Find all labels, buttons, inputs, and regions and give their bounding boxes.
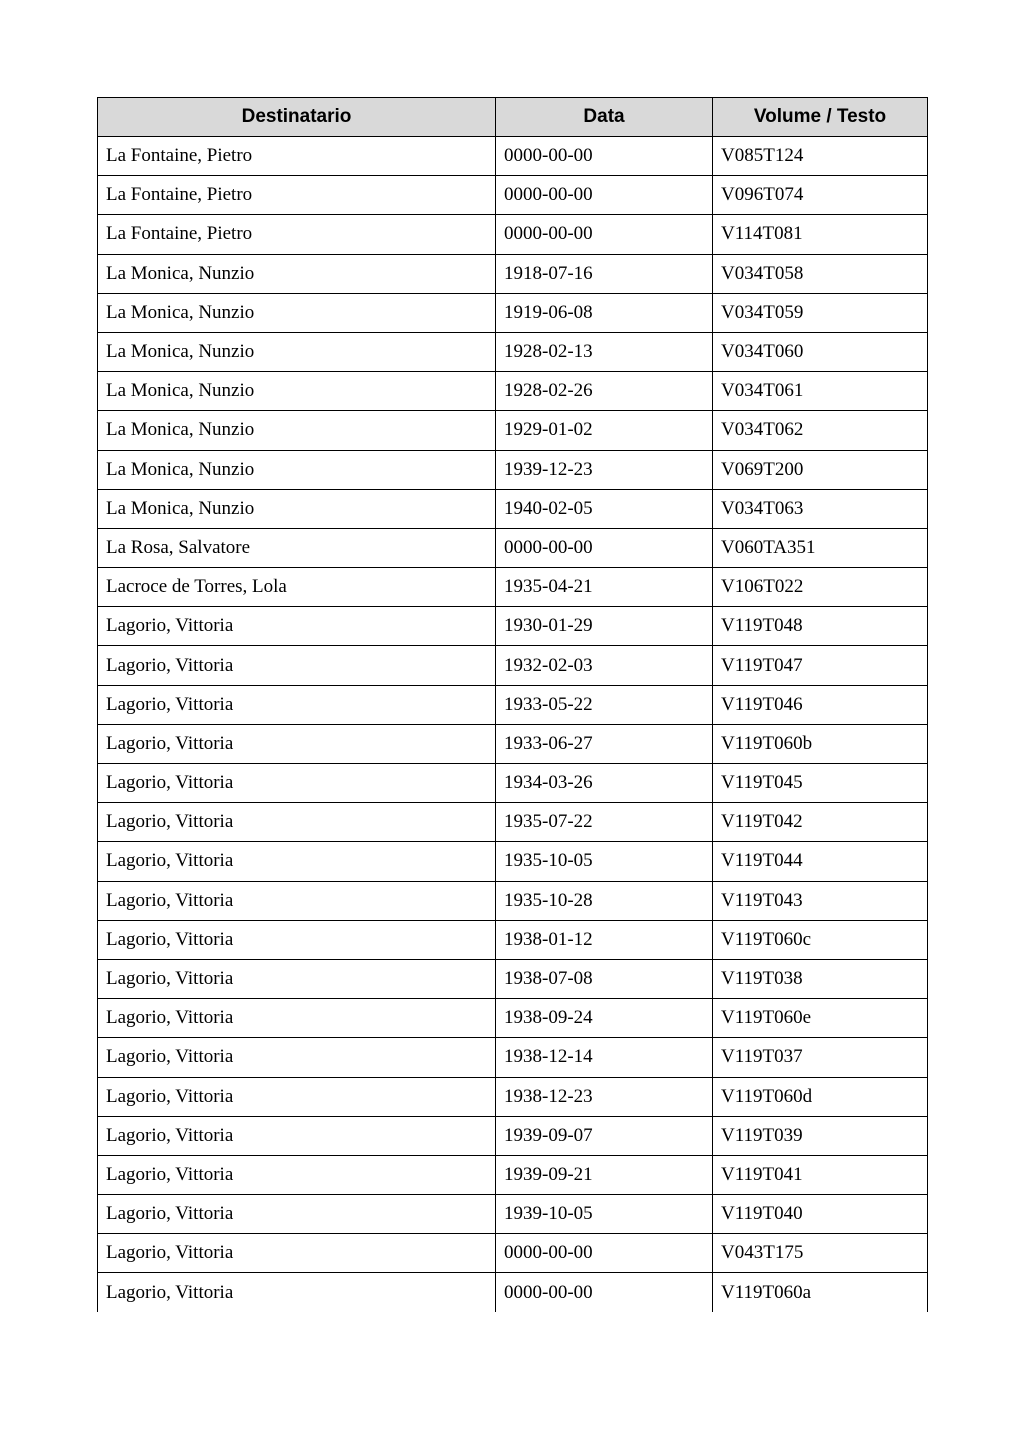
- cell-data: 1928-02-13: [496, 332, 713, 371]
- table-row: [98, 607, 928, 646]
- cell-data: 1929-01-02: [496, 411, 713, 450]
- cell-volume-testo: V034T061: [713, 372, 928, 411]
- cell-destinatario: Lagorio, Vittoria: [98, 646, 496, 685]
- cell-data: 1935-10-05: [496, 842, 713, 881]
- header-data: Data: [496, 98, 713, 137]
- table-row: [98, 764, 928, 803]
- table-row: [98, 999, 928, 1038]
- table-row: [98, 1077, 928, 1116]
- cell-volume-testo: V119T044: [713, 842, 928, 881]
- cell-destinatario: La Monica, Nunzio: [98, 293, 496, 332]
- cell-destinatario: Lagorio, Vittoria: [98, 881, 496, 920]
- cell-volume-testo: V096T074: [713, 176, 928, 215]
- cell-destinatario: La Monica, Nunzio: [98, 372, 496, 411]
- table-row: [98, 1273, 928, 1312]
- cell-data: 1938-01-12: [496, 920, 713, 959]
- cell-volume-testo: V119T047: [713, 646, 928, 685]
- cell-destinatario: Lagorio, Vittoria: [98, 1234, 496, 1273]
- cell-data: 1933-06-27: [496, 724, 713, 763]
- cell-data: 1939-10-05: [496, 1195, 713, 1234]
- table-row: [98, 1116, 928, 1155]
- letters-table: [97, 97, 928, 1312]
- cell-destinatario: Lagorio, Vittoria: [98, 842, 496, 881]
- header-volume-testo: Volume / Testo: [713, 98, 928, 137]
- cell-data: 1930-01-29: [496, 607, 713, 646]
- cell-data: 1938-12-23: [496, 1077, 713, 1116]
- cell-volume-testo: V119T037: [713, 1038, 928, 1077]
- table-row: [98, 176, 928, 215]
- cell-data: 1939-09-21: [496, 1155, 713, 1194]
- cell-volume-testo: V060TA351: [713, 528, 928, 567]
- cell-destinatario: La Monica, Nunzio: [98, 254, 496, 293]
- table-row: [98, 724, 928, 763]
- table-row: [98, 1234, 928, 1273]
- cell-data: 1939-12-23: [496, 450, 713, 489]
- table-row: [98, 450, 928, 489]
- cell-data: 1938-12-14: [496, 1038, 713, 1077]
- table-row: [98, 881, 928, 920]
- cell-volume-testo: V119T046: [713, 685, 928, 724]
- cell-volume-testo: V069T200: [713, 450, 928, 489]
- cell-volume-testo: V119T060c: [713, 920, 928, 959]
- cell-volume-testo: V119T039: [713, 1116, 928, 1155]
- table-row: [98, 137, 928, 176]
- cell-volume-testo: V106T022: [713, 568, 928, 607]
- cell-volume-testo: V034T063: [713, 489, 928, 528]
- table-row: [98, 685, 928, 724]
- cell-destinatario: Lagorio, Vittoria: [98, 959, 496, 998]
- cell-data: 0000-00-00: [496, 528, 713, 567]
- cell-data: 1918-07-16: [496, 254, 713, 293]
- table-row: [98, 489, 928, 528]
- table-row: [98, 568, 928, 607]
- table-row: [98, 842, 928, 881]
- table-row: [98, 372, 928, 411]
- cell-destinatario: Lagorio, Vittoria: [98, 1038, 496, 1077]
- table-row: [98, 959, 928, 998]
- table-row: [98, 646, 928, 685]
- table-row: [98, 215, 928, 254]
- table-row: [98, 920, 928, 959]
- cell-data: 1935-04-21: [496, 568, 713, 607]
- cell-data: 0000-00-00: [496, 215, 713, 254]
- cell-volume-testo: V034T058: [713, 254, 928, 293]
- cell-volume-testo: V114T081: [713, 215, 928, 254]
- cell-data: 0000-00-00: [496, 176, 713, 215]
- cell-destinatario: Lagorio, Vittoria: [98, 724, 496, 763]
- table-row: [98, 1195, 928, 1234]
- cell-volume-testo: V119T045: [713, 764, 928, 803]
- cell-data: 0000-00-00: [496, 1273, 713, 1312]
- cell-volume-testo: V119T060e: [713, 999, 928, 1038]
- cell-volume-testo: V119T038: [713, 959, 928, 998]
- cell-volume-testo: V034T059: [713, 293, 928, 332]
- cell-data: 1938-07-08: [496, 959, 713, 998]
- cell-destinatario: La Monica, Nunzio: [98, 450, 496, 489]
- cell-volume-testo: V034T060: [713, 332, 928, 371]
- table-row: [98, 803, 928, 842]
- cell-data: 1939-09-07: [496, 1116, 713, 1155]
- cell-volume-testo: V119T040: [713, 1195, 928, 1234]
- cell-data: 1935-07-22: [496, 803, 713, 842]
- cell-data: 0000-00-00: [496, 137, 713, 176]
- cell-data: 1933-05-22: [496, 685, 713, 724]
- cell-data: 0000-00-00: [496, 1234, 713, 1273]
- cell-destinatario: Lagorio, Vittoria: [98, 1116, 496, 1155]
- cell-volume-testo: V119T060b: [713, 724, 928, 763]
- table-header-row: [98, 98, 928, 137]
- cell-destinatario: Lagorio, Vittoria: [98, 1155, 496, 1194]
- table-row: [98, 411, 928, 450]
- cell-destinatario: La Monica, Nunzio: [98, 489, 496, 528]
- cell-destinatario: La Monica, Nunzio: [98, 411, 496, 450]
- cell-destinatario: La Fontaine, Pietro: [98, 176, 496, 215]
- cell-destinatario: La Fontaine, Pietro: [98, 215, 496, 254]
- cell-destinatario: La Rosa, Salvatore: [98, 528, 496, 567]
- table-body: [98, 137, 928, 1313]
- cell-volume-testo: V119T060a: [713, 1273, 928, 1312]
- cell-destinatario: Lagorio, Vittoria: [98, 764, 496, 803]
- table-row: [98, 293, 928, 332]
- cell-destinatario: Lagorio, Vittoria: [98, 803, 496, 842]
- cell-volume-testo: V119T043: [713, 881, 928, 920]
- cell-destinatario: Lagorio, Vittoria: [98, 999, 496, 1038]
- cell-volume-testo: V119T048: [713, 607, 928, 646]
- cell-volume-testo: V043T175: [713, 1234, 928, 1273]
- header-destinatario: Destinatario: [98, 98, 496, 137]
- cell-data: 1919-06-08: [496, 293, 713, 332]
- cell-data: 1938-09-24: [496, 999, 713, 1038]
- cell-volume-testo: V085T124: [713, 137, 928, 176]
- cell-data: 1935-10-28: [496, 881, 713, 920]
- cell-destinatario: Lagorio, Vittoria: [98, 1077, 496, 1116]
- cell-destinatario: La Fontaine, Pietro: [98, 137, 496, 176]
- cell-volume-testo: V119T041: [713, 1155, 928, 1194]
- cell-destinatario: Lagorio, Vittoria: [98, 607, 496, 646]
- table-row: [98, 254, 928, 293]
- cell-destinatario: La Monica, Nunzio: [98, 332, 496, 371]
- cell-destinatario: Lagorio, Vittoria: [98, 920, 496, 959]
- table-row: [98, 332, 928, 371]
- table-row: [98, 1038, 928, 1077]
- cell-volume-testo: V119T060d: [713, 1077, 928, 1116]
- cell-destinatario: Lagorio, Vittoria: [98, 1195, 496, 1234]
- table-row: [98, 1155, 928, 1194]
- cell-destinatario: Lacroce de Torres, Lola: [98, 568, 496, 607]
- cell-data: 1940-02-05: [496, 489, 713, 528]
- cell-data: 1934-03-26: [496, 764, 713, 803]
- letters-table-container: [97, 97, 927, 1312]
- cell-destinatario: Lagorio, Vittoria: [98, 685, 496, 724]
- cell-data: 1932-02-03: [496, 646, 713, 685]
- cell-volume-testo: V034T062: [713, 411, 928, 450]
- table-row: [98, 528, 928, 567]
- cell-data: 1928-02-26: [496, 372, 713, 411]
- cell-destinatario: Lagorio, Vittoria: [98, 1273, 496, 1312]
- cell-volume-testo: V119T042: [713, 803, 928, 842]
